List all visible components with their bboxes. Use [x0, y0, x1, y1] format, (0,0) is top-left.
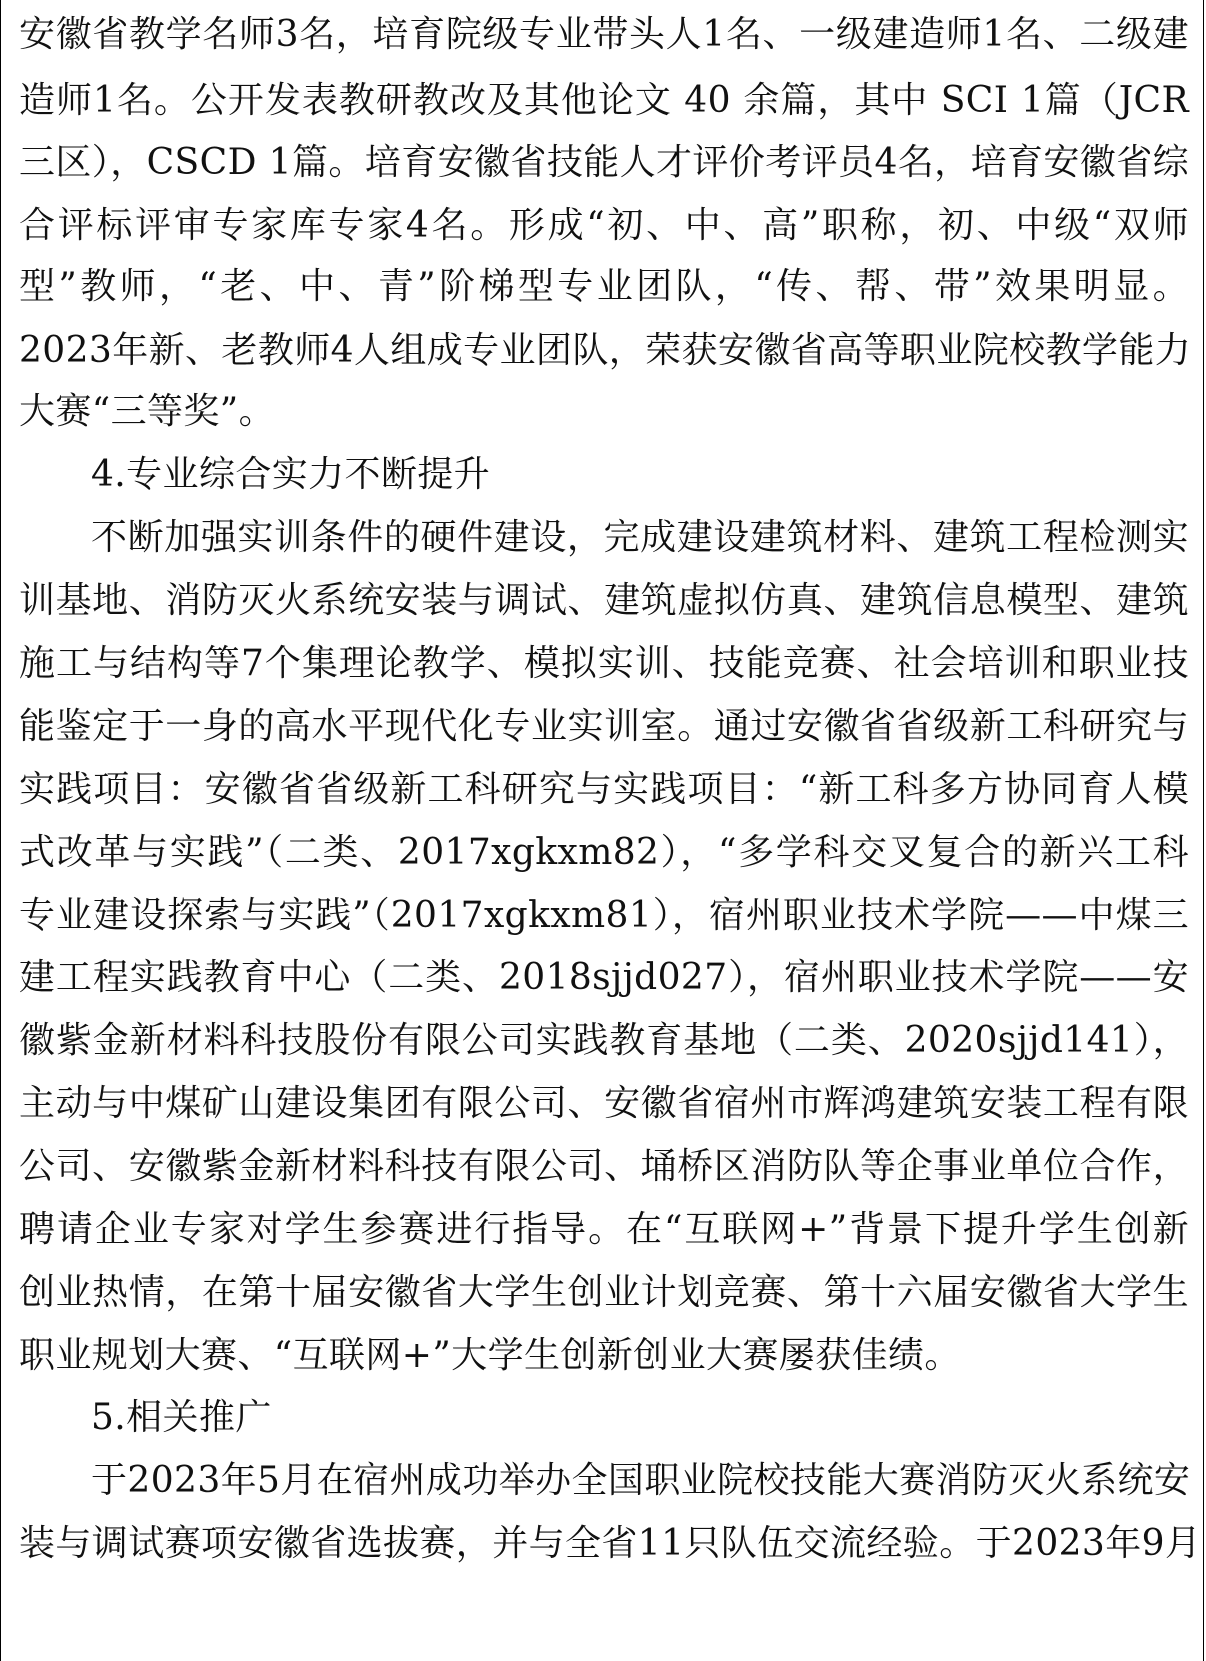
- text-line: 式改革与实践”（二类、2017xgkxm82），“多学科交叉复合的新兴工科: [19, 832, 1189, 873]
- text-line: 专业建设探索与实践”（2017xgkxm81），宿州职业技术学院——中煤三: [19, 895, 1189, 936]
- text-line: 型”教师，“老、中、青”阶梯型专业团队，“传、帮、带”效果明显。: [19, 266, 1189, 307]
- text-line: 主动与中煤矿山建设集团有限公司、安徽省宿州市辉鸿建筑安装工程有限: [19, 1083, 1189, 1124]
- text-line: 训基地、消防灭火系统安装与调试、建筑虚拟仿真、建筑信息模型、建筑: [19, 580, 1189, 621]
- text-line: 徽紫金新材料科技股份有限公司实践教育基地（二类、2020sjjd141），: [19, 1020, 1189, 1061]
- text-line: 合评标评审专家库专家4名。形成“初、中、高”职称，初、中级“双师: [19, 205, 1189, 246]
- text-line: 安徽省教学名师3名，培育院级专业带头人1名、一级建造师1名、二级建: [19, 14, 1189, 55]
- text-line: 三区），CSCD 1篇。培育安徽省技能人才评价考评员4名，培育安徽省综: [19, 142, 1189, 183]
- text-line: 建工程实践教育中心（二类、2018sjjd027），宿州职业技术学院——安: [19, 957, 1189, 998]
- text-line: 聘请企业专家对学生参赛进行指导。在“互联网+”背景下提升学生创新: [19, 1209, 1189, 1250]
- text-line: 实践项目：安徽省省级新工科研究与实践项目：“新工科多方协同育人模: [19, 769, 1189, 810]
- text-line: 职业规划大赛、“互联网+”大学生创新创业大赛屡获佳绩。: [19, 1335, 961, 1376]
- text-line: 于2023年5月在宿州成功举办全国职业院校技能大赛消防灭火系统安: [91, 1460, 1191, 1501]
- text-line: 施工与结构等7个集理论教学、模拟实训、技能竞赛、社会培训和职业技: [19, 643, 1189, 684]
- text-line: 能鉴定于一身的高水平现代化专业实训室。通过安徽省省级新工科研究与: [19, 706, 1189, 747]
- text-line: 造师1名。公开发表教研教改及其他论文 40 余篇，其中 SCI 1篇（JCR: [19, 80, 1189, 121]
- text-line: 大赛“三等奖”。: [19, 391, 276, 432]
- section-heading: 4.专业综合实力不断提升: [91, 454, 491, 495]
- text-line: 创业热情，在第十届安徽省大学生创业计划竞赛、第十六届安徽省大学生: [19, 1272, 1189, 1313]
- section-heading: 5.相关推广: [91, 1397, 272, 1438]
- text-line: 不断加强实训条件的硬件建设，完成建设建筑材料、建筑工程检测实: [91, 517, 1189, 558]
- text-line: 公司、安徽紫金新材料科技有限公司、埇桥区消防队等企事业单位合作，: [19, 1146, 1189, 1187]
- text-line: 2023年新、老教师4人组成专业团队，荣获安徽省高等职业院校教学能力: [19, 330, 1192, 371]
- text-line: 装与调试赛项安徽省选拔赛，并与全省11只队伍交流经验。于2023年9月: [19, 1523, 1202, 1564]
